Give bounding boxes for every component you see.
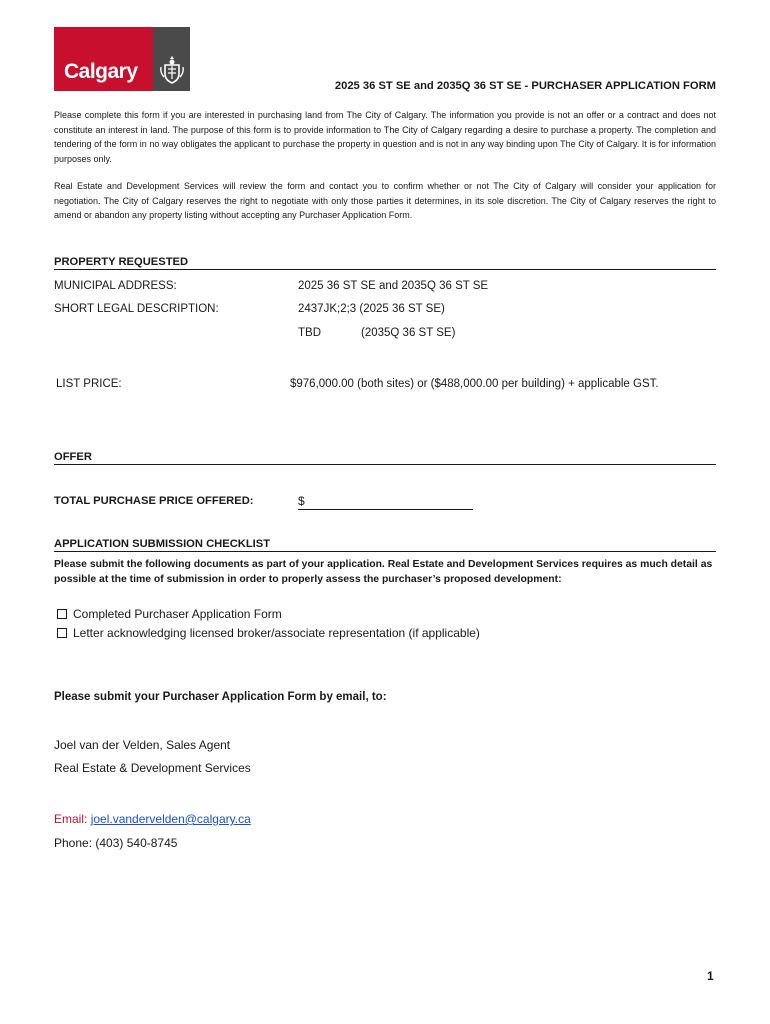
submit-instruction: Please submit your Purchaser Application Form by email, to: (54, 691, 387, 703)
offer-heading: OFFER (54, 450, 716, 465)
email-line (54, 812, 251, 826)
total-price-label: TOTAL PURCHASE PRICE OFFERED: (54, 495, 254, 507)
logo-red-block (54, 27, 153, 91)
list-price-value: $976,000.00 (both sites) or ($488,000.00 per building) + applicable GST. (290, 378, 659, 390)
coat-of-arms-icon (153, 27, 190, 91)
intro-paragraph-1: Please complete this form if you are interested in purchasing land from The City of Calgary. The information you provide is not an offer or a contract and does not constitute an interest in land. The purpose of this form is to provide information to The City of Calgary regarding a desire to purchase a property. The completion and tendering of the form in no way obligates the applicant to purchase the property in question and is not in any way binding upon The City of Calgary. It is for information purposes only. (54, 110, 716, 164)
checklist-item-label: Letter acknowledging licensed broker/associate representation (if applicable) (73, 626, 480, 640)
checklist-item[interactable] (57, 626, 480, 640)
logo-wordmark: Calgary (64, 60, 138, 83)
checklist-item-label: Completed Purchaser Application Form (73, 607, 282, 621)
email-label: Email: (54, 812, 88, 826)
calgary-logo (54, 27, 190, 91)
short-legal-value-2-address: (2035Q 36 ST SE) (361, 327, 456, 339)
page-number: 1 (707, 969, 714, 983)
checklist-heading: APPLICATION SUBMISSION CHECKLIST (54, 537, 716, 552)
contact-department: Real Estate & Development Services (54, 761, 251, 775)
intro-paragraph-2: Real Estate and Development Services will review the form and contact you to confirm whether or not The City of Calgary will consider your application for negotiation. The City of Calgary reserves the right to negotiate with only those parties it determines, in its sole discretion. The City of Calgary reserves the right to amend or abandon any property listing without accepting any Purchaser Application Form. (54, 181, 716, 220)
short-legal-label: SHORT LEGAL DESCRIPTION: (54, 303, 219, 315)
currency-symbol: $ (298, 494, 305, 508)
short-legal-value-1: 2437JK;2;3 (2025 36 ST SE) (298, 303, 445, 315)
list-price-label: LIST PRICE: (56, 378, 122, 390)
municipal-address-value: 2025 36 ST SE and 2035Q 36 ST SE (298, 280, 489, 292)
total-price-field[interactable] (298, 494, 473, 510)
checkbox-icon[interactable] (57, 609, 67, 619)
email-link[interactable]: joel.vandervelden@calgary.ca (90, 812, 251, 826)
short-legal-value-2-tbd: TBD (298, 327, 321, 339)
contact-name: Joel van der Velden, Sales Agent (54, 738, 231, 752)
checklist-item[interactable] (57, 607, 282, 621)
form-title: 2025 36 ST SE and 2035Q 36 ST SE - PURCHASER APPLICATION FORM (334, 80, 716, 92)
municipal-address-label: MUNICIPAL ADDRESS: (54, 280, 177, 292)
checkbox-icon[interactable] (57, 628, 67, 638)
property-requested-heading: PROPERTY REQUESTED (54, 255, 716, 270)
phone-line: Phone: (403) 540-8745 (54, 836, 178, 850)
checklist-intro: Please submit the following documents as part of your application. Real Estate and Development Services requires as much detail as possible at the time of submission in order to properly assess the purchaser’s proposed development: (54, 559, 713, 585)
